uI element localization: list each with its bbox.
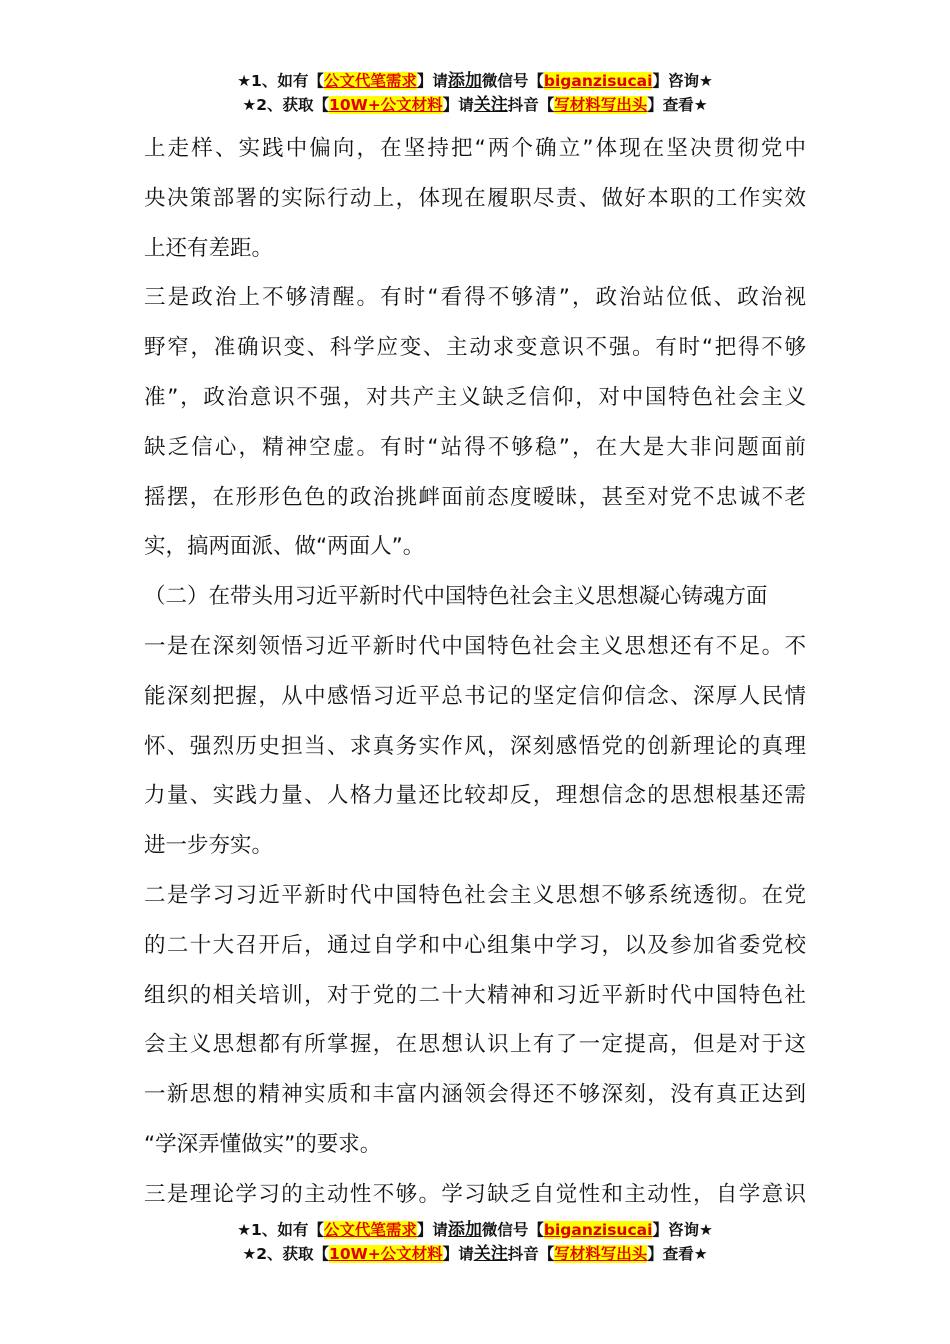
text-line: 能深刻把握，从中感悟习近平总书记的坚定信仰信念、深厚人民情 bbox=[144, 683, 806, 709]
banner-highlight: biganzisucai bbox=[543, 72, 653, 90]
text-line: 上走样、实践中偏向，在坚持把“两个确立”体现在坚决贯彻党中 bbox=[144, 136, 806, 161]
text-line: 会主义思想都有所掌握，在思想认识上有了一定提高，但是对于这 bbox=[144, 1032, 806, 1058]
banner-text: 】咨询★ bbox=[652, 72, 713, 90]
banner-underline: 关注 bbox=[473, 1244, 508, 1264]
text-line: 一新思想的精神实质和丰富内涵领会得还不够深刻，没有真正达到 bbox=[144, 1082, 806, 1108]
text-line: 三是政治上不够清醒。有时“看得不够清”，政治站位低、政治视 bbox=[144, 285, 806, 311]
banner-text: ★2、获取【 bbox=[242, 96, 330, 114]
text-line: 怀、强烈历史担当、求真务实作风，深刻感悟党的创新理论的真理 bbox=[144, 733, 806, 759]
banner-text: ★1、如有【 bbox=[237, 1221, 324, 1239]
text-line: 一是在深刻领悟习近平新时代中国特色社会主义思想还有不足。不 bbox=[144, 633, 806, 659]
text-line: 准”，政治意识不强，对共产主义缺乏信仰，对中国特色社会主义 bbox=[144, 384, 806, 410]
banner-text: 抖音【 bbox=[507, 96, 555, 114]
banner-highlight: 10W+公文材料 bbox=[329, 96, 443, 114]
text-line: 央决策部署的实际行动上，体现在履职尽责、做好本职的工作实效 bbox=[144, 185, 806, 211]
banner-highlight: 写材料写出头 bbox=[554, 96, 648, 114]
banner-text: 】请 bbox=[416, 72, 448, 90]
text-line: 力量、实践力量、人格力量还比较却反，理想信念的思想根基还需 bbox=[144, 783, 806, 809]
banner-text: 】请 bbox=[442, 1245, 474, 1263]
banner-line-2 bbox=[0, 1242, 950, 1266]
banner-text: 抖音【 bbox=[507, 1245, 555, 1263]
text-line: 二是学习习近平新时代中国特色社会主义思想不够系统透彻。在党 bbox=[144, 882, 806, 908]
banner-text: ★2、获取【 bbox=[242, 1245, 330, 1263]
banner-text: 】请 bbox=[416, 1221, 448, 1239]
text-line: 的二十大召开后，通过自学和中心组集中学习，以及参加省委党校 bbox=[144, 932, 806, 958]
text-line: 进一步夯实。 bbox=[144, 833, 274, 859]
banner-text: 微信号【 bbox=[481, 1221, 544, 1239]
banner-text: 微信号【 bbox=[481, 72, 544, 90]
banner-text: 】请 bbox=[442, 96, 474, 114]
banner-underline: 添加 bbox=[447, 71, 482, 91]
banner-underline: 添加 bbox=[447, 1220, 482, 1240]
banner-line-1 bbox=[0, 1218, 950, 1242]
text-line: 实，搞两面派、做“两面人”。 bbox=[144, 534, 425, 560]
footer-banner bbox=[0, 1218, 950, 1266]
banner-underline: 关注 bbox=[473, 95, 508, 115]
banner-highlight: 写材料写出头 bbox=[554, 1245, 648, 1263]
text-line: 上还有差距。 bbox=[144, 235, 274, 261]
banner-text: ★1、如有【 bbox=[237, 72, 324, 90]
banner-text: 】查看★ bbox=[647, 1245, 708, 1263]
text-line: 缺乏信心，精神空虚。有时“站得不够稳”，在大是大非问题面前 bbox=[144, 434, 806, 460]
banner-highlight: 10W+公文材料 bbox=[329, 1245, 443, 1263]
text-line: “学深弄懂做实”的要求。 bbox=[144, 1131, 382, 1157]
banner-text: 】咨询★ bbox=[652, 1221, 713, 1239]
text-line: 三是理论学习的主动性不够。学习缺乏自觉性和主动性，自学意识 bbox=[144, 1181, 806, 1207]
text-line: （二）在带头用习近平新时代中国特色社会主义思想凝心铸魂方面 bbox=[144, 584, 768, 610]
banner-text: 】查看★ bbox=[647, 96, 708, 114]
text-line: 野窄，准确识变、科学应变、主动求变意识不强。有时“把得不够 bbox=[144, 335, 806, 361]
banner-highlight: 公文代笔需求 bbox=[323, 72, 417, 90]
banner-highlight: 公文代笔需求 bbox=[323, 1221, 417, 1239]
banner-highlight: biganzisucai bbox=[543, 1221, 653, 1239]
document-body bbox=[144, 124, 806, 1220]
text-line: 摇摆，在形形色色的政治挑衅面前态度暧昧，甚至对党不忠诚不老 bbox=[144, 484, 806, 510]
text-line: 组织的相关培训，对于党的二十大精神和习近平新时代中国特色社 bbox=[144, 982, 806, 1008]
banner-line-1 bbox=[0, 69, 950, 93]
header-banner bbox=[0, 69, 950, 117]
banner-line-2 bbox=[0, 93, 950, 117]
